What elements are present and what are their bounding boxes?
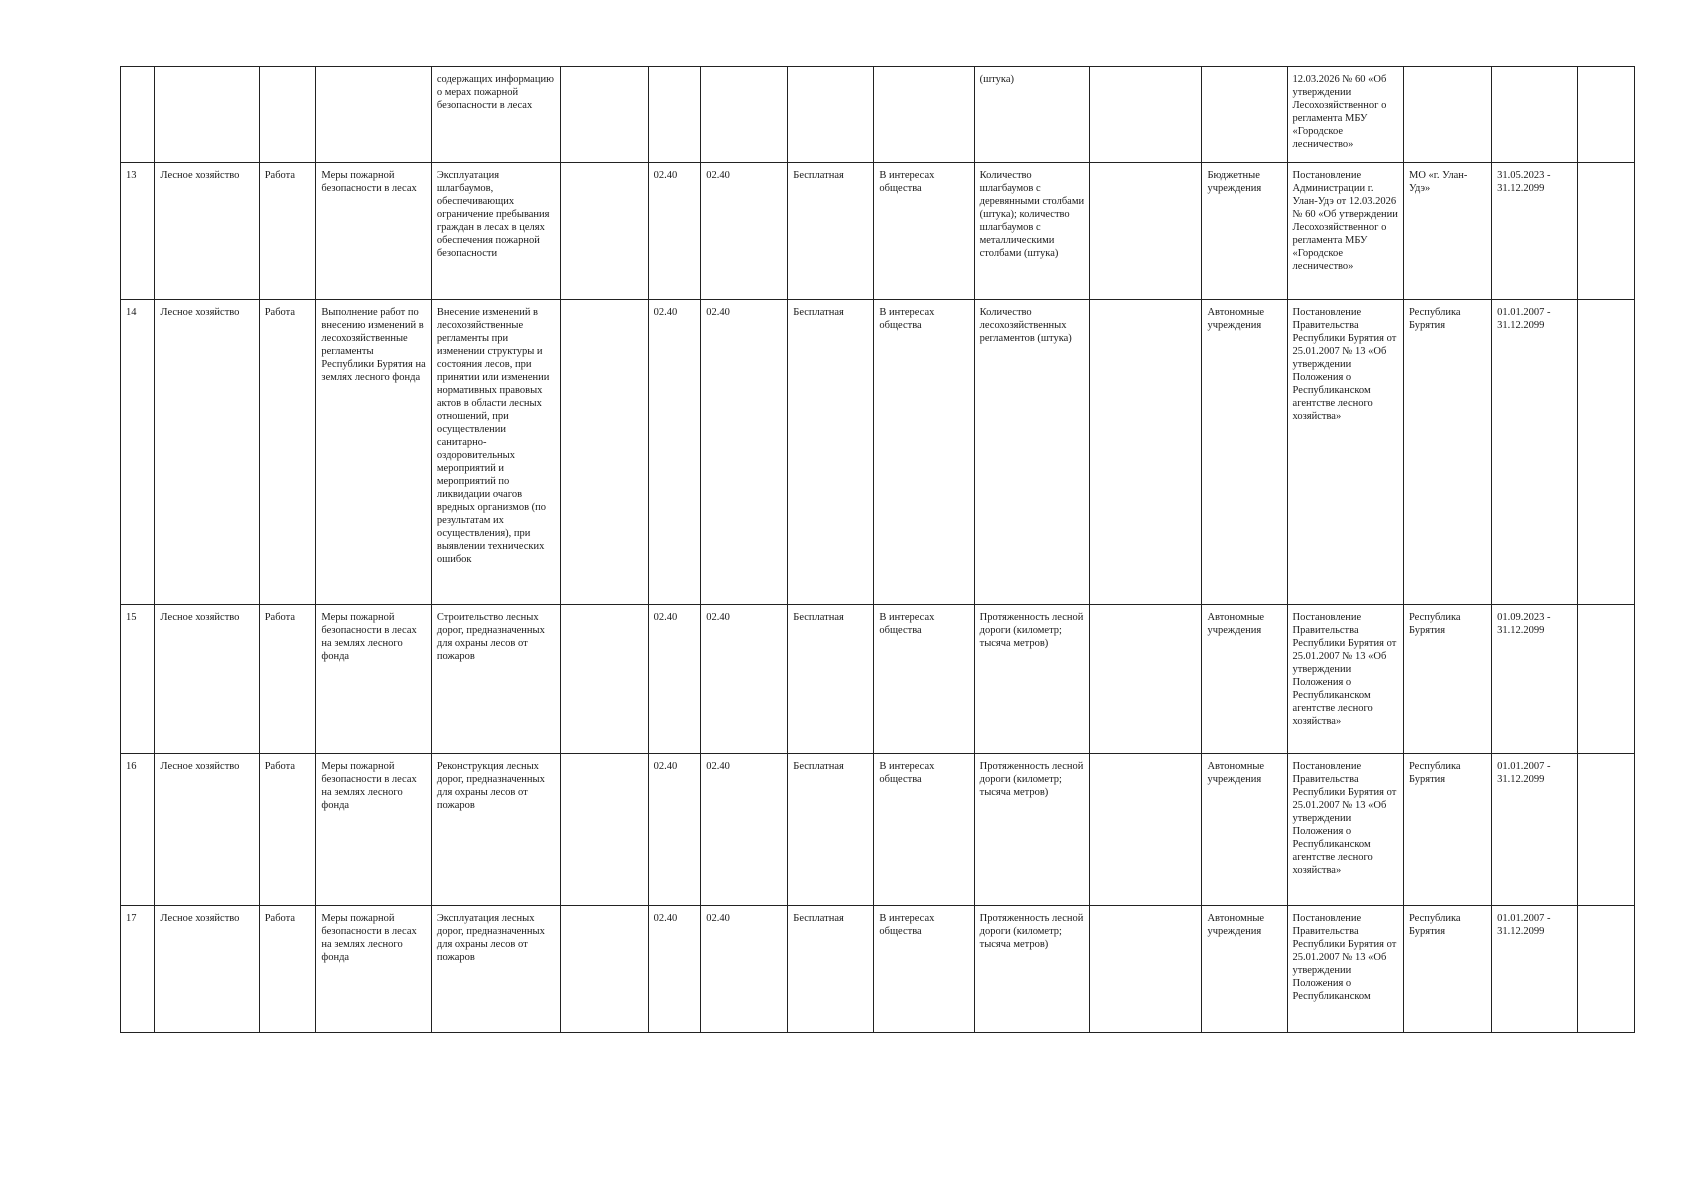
table-row bbox=[121, 754, 1635, 906]
cell-period: 01.01.2007 - 31.12.2099 bbox=[1492, 906, 1578, 1033]
table-row-continuation bbox=[121, 67, 1635, 163]
cell-indicator: Количество лесохозяйственных регламентов (штука) bbox=[974, 300, 1089, 605]
cell-code-2: 02.40 bbox=[701, 300, 788, 605]
cell-empty bbox=[1090, 67, 1202, 163]
cell-empty bbox=[561, 906, 648, 1033]
cell-empty bbox=[259, 67, 316, 163]
cell-empty bbox=[561, 67, 648, 163]
cell-indicator: Протяженность лесной дороги (километр; тысяча метров) bbox=[974, 605, 1089, 754]
cell-payment: Бесплатная bbox=[788, 906, 874, 1033]
cell-indicator: (штука) bbox=[974, 67, 1089, 163]
cell-owner: Республика Бурятия bbox=[1403, 300, 1491, 605]
cell-empty bbox=[561, 754, 648, 906]
cell-owner: Республика Бурятия bbox=[1403, 605, 1491, 754]
cell-empty bbox=[1578, 67, 1635, 163]
cell-empty bbox=[1578, 163, 1635, 300]
cell-institution: Бюджетные учреждения bbox=[1202, 163, 1287, 300]
cell-number: 17 bbox=[121, 906, 155, 1033]
cell-name: Меры пожарной безопасности в лесах bbox=[316, 163, 431, 300]
cell-content: Реконструкция лесных дорог, предназначенных для охраны лесов от пожаров bbox=[431, 754, 561, 906]
cell-empty bbox=[1202, 67, 1287, 163]
cell-payment: Бесплатная bbox=[788, 754, 874, 906]
cell-sector: Лесное хозяйство bbox=[155, 906, 259, 1033]
cell-interest: В интересах общества bbox=[874, 163, 974, 300]
cell-code-2: 02.40 bbox=[701, 605, 788, 754]
cell-interest: В интересах общества bbox=[874, 754, 974, 906]
cell-interest: В интересах общества bbox=[874, 605, 974, 754]
cell-type: Работа bbox=[259, 605, 316, 754]
cell-empty bbox=[1403, 67, 1491, 163]
cell-code-1: 02.40 bbox=[648, 754, 701, 906]
cell-payment: Бесплатная bbox=[788, 163, 874, 300]
cell-code-1: 02.40 bbox=[648, 906, 701, 1033]
cell-basis: Постановление Правительства Республики Бурятия от 25.01.2007 № 13 «Об утверждении Положения о Республиканском агентстве лесного хозяйства» bbox=[1287, 754, 1403, 906]
cell-name: Меры пожарной безопасности в лесах на землях лесного фонда bbox=[316, 605, 431, 754]
cell-period: 01.01.2007 - 31.12.2099 bbox=[1492, 754, 1578, 906]
cell-type: Работа bbox=[259, 906, 316, 1033]
cell-number: 15 bbox=[121, 605, 155, 754]
registry-table bbox=[120, 66, 1635, 1033]
cell-content: содержащих информацию о мерах пожарной безопасности в лесах bbox=[431, 67, 561, 163]
table-row bbox=[121, 605, 1635, 754]
cell-empty bbox=[701, 67, 788, 163]
cell-code-2: 02.40 bbox=[701, 163, 788, 300]
cell-empty bbox=[1578, 300, 1635, 605]
cell-empty bbox=[1090, 163, 1202, 300]
cell-name: Меры пожарной безопасности в лесах на землях лесного фонда bbox=[316, 906, 431, 1033]
cell-code-1: 02.40 bbox=[648, 163, 701, 300]
cell-empty bbox=[788, 67, 874, 163]
cell-empty bbox=[1090, 906, 1202, 1033]
cell-indicator: Протяженность лесной дороги (километр; тысяча метров) bbox=[974, 906, 1089, 1033]
cell-sector: Лесное хозяйство bbox=[155, 605, 259, 754]
cell-empty bbox=[1578, 906, 1635, 1033]
cell-number: 14 bbox=[121, 300, 155, 605]
cell-owner: Республика Бурятия bbox=[1403, 906, 1491, 1033]
cell-basis: Постановление Администрации г. Улан-Удэ от 12.03.2026 № 60 «Об утверждении Лесохозяйственног о регламента МБУ «Городское лесничество» bbox=[1287, 163, 1403, 300]
cell-content: Эксплуатация шлагбаумов, обеспечивающих ограничение пребывания граждан в лесах в целях обеспечения пожарной безопасности bbox=[431, 163, 561, 300]
cell-code-2: 02.40 bbox=[701, 906, 788, 1033]
cell-empty bbox=[1090, 300, 1202, 605]
cell-period: 01.09.2023 - 31.12.2099 bbox=[1492, 605, 1578, 754]
cell-type: Работа bbox=[259, 754, 316, 906]
cell-type: Работа bbox=[259, 163, 316, 300]
cell-period: 01.01.2007 - 31.12.2099 bbox=[1492, 300, 1578, 605]
cell-number: 16 bbox=[121, 754, 155, 906]
cell-basis: 12.03.2026 № 60 «Об утверждении Лесохозяйственног о регламента МБУ «Городское лесничество» bbox=[1287, 67, 1403, 163]
cell-content: Эксплуатация лесных дорог, предназначенных для охраны лесов от пожаров bbox=[431, 906, 561, 1033]
cell-basis: Постановление Правительства Республики Бурятия от 25.01.2007 № 13 «Об утверждении Положения о Республиканском агентстве лесного хозяйства» bbox=[1287, 300, 1403, 605]
cell-empty bbox=[316, 67, 431, 163]
cell-empty bbox=[1578, 754, 1635, 906]
cell-empty bbox=[874, 67, 974, 163]
cell-code-1: 02.40 bbox=[648, 605, 701, 754]
cell-interest: В интересах общества bbox=[874, 906, 974, 1033]
cell-basis: Постановление Правительства Республики Бурятия от 25.01.2007 № 13 «Об утверждении Положения о Республиканском агентстве лесного хозяйства» bbox=[1287, 605, 1403, 754]
cell-payment: Бесплатная bbox=[788, 300, 874, 605]
cell-content: Строительство лесных дорог, предназначенных для охраны лесов от пожаров bbox=[431, 605, 561, 754]
table-row bbox=[121, 300, 1635, 605]
cell-type: Работа bbox=[259, 300, 316, 605]
cell-institution: Автономные учреждения bbox=[1202, 754, 1287, 906]
cell-empty bbox=[561, 300, 648, 605]
cell-empty bbox=[1492, 67, 1578, 163]
cell-basis: Постановление Правительства Республики Бурятия от 25.01.2007 № 13 «Об утверждении Положения о Республиканском bbox=[1287, 906, 1403, 1033]
cell-sector: Лесное хозяйство bbox=[155, 754, 259, 906]
cell-institution: Автономные учреждения bbox=[1202, 605, 1287, 754]
cell-indicator: Протяженность лесной дороги (километр; тысяча метров) bbox=[974, 754, 1089, 906]
cell-empty bbox=[1090, 754, 1202, 906]
cell-name: Выполнение работ по внесению изменений в лесохозяйственные регламенты Республики Бурятия на землях лесного фонда bbox=[316, 300, 431, 605]
cell-indicator: Количество шлагбаумов с деревянными столбами (штука); количество шлагбаумов с металлическими столбами (штука) bbox=[974, 163, 1089, 300]
cell-code-1: 02.40 bbox=[648, 300, 701, 605]
cell-empty bbox=[561, 605, 648, 754]
cell-owner: МО «г. Улан-Удэ» bbox=[1403, 163, 1491, 300]
cell-institution: Автономные учреждения bbox=[1202, 300, 1287, 605]
cell-empty bbox=[155, 67, 259, 163]
cell-interest: В интересах общества bbox=[874, 300, 974, 605]
cell-owner: Республика Бурятия bbox=[1403, 754, 1491, 906]
cell-code-2: 02.40 bbox=[701, 754, 788, 906]
cell-sector: Лесное хозяйство bbox=[155, 300, 259, 605]
cell-empty bbox=[648, 67, 701, 163]
cell-name: Меры пожарной безопасности в лесах на землях лесного фонда bbox=[316, 754, 431, 906]
cell-content: Внесение изменений в лесохозяйственные регламенты при изменении структуры и состояния лесов, при принятии или изменении нормативных правовых актов в области лесных отношений, при осуществлении санитарно-оздоровительных мероприятий и мероприятий по ликвидации очагов вредных организмов (по результатам их осуществления), при выявлении технических ошибок bbox=[431, 300, 561, 605]
cell-number: 13 bbox=[121, 163, 155, 300]
table-row bbox=[121, 906, 1635, 1033]
cell-period: 31.05.2023 - 31.12.2099 bbox=[1492, 163, 1578, 300]
cell-payment: Бесплатная bbox=[788, 605, 874, 754]
cell-empty bbox=[1578, 605, 1635, 754]
cell-sector: Лесное хозяйство bbox=[155, 163, 259, 300]
table-row bbox=[121, 163, 1635, 300]
cell-empty bbox=[121, 67, 155, 163]
cell-institution: Автономные учреждения bbox=[1202, 906, 1287, 1033]
cell-empty bbox=[1090, 605, 1202, 754]
cell-empty bbox=[561, 163, 648, 300]
